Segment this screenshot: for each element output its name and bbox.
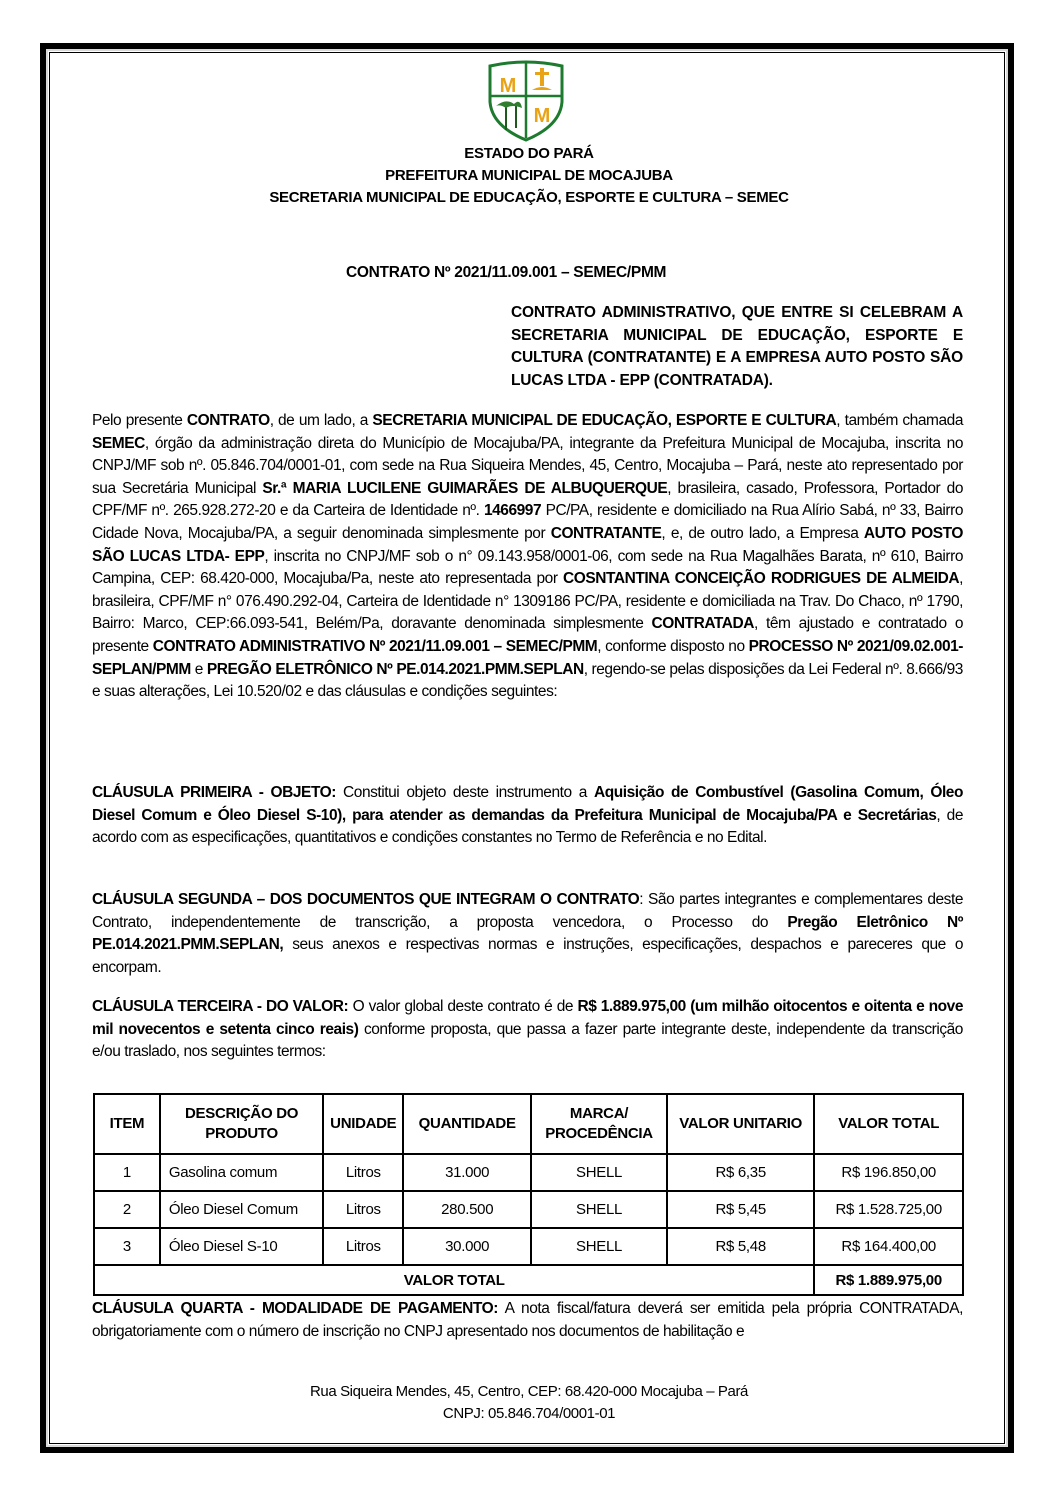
coat-of-arms-icon bbox=[484, 58, 568, 142]
bold-text: CONTRATANTE bbox=[550, 524, 662, 542]
table-cell: Óleo Diesel Comum bbox=[160, 1191, 323, 1228]
text: , de um lado, a bbox=[269, 412, 373, 429]
column-header: ITEM bbox=[94, 1094, 160, 1154]
text: , de acordo com as especificações, quantitativos e condições constantes no Termo de Referência e no Edital. bbox=[92, 806, 963, 847]
text: , regendo-se pelas disposições da Lei Federal nº. 8.666/93 e suas alterações, Lei 10.520/02 e das cláusulas e condições seguintes: bbox=[92, 660, 963, 701]
bold-text: Aquisição de Combustível (Gasolina Comum, Óleo Diesel Comum e Óleo Diesel S-10), para atender as demandas da Prefeitura Municipal de Mocajuba/PA e Secretárias bbox=[92, 784, 963, 824]
bold-text: PREGÃO ELETRÔNICO Nº PE.014.2021.PMM.SEPLAN bbox=[206, 660, 584, 678]
total-value: R$ 1.889.975,00 bbox=[814, 1265, 963, 1295]
text: e bbox=[190, 660, 207, 678]
bold-text: Pregão Eletrônico Nº PE.014.2021.PMM.SEPLAN, bbox=[92, 913, 963, 954]
table-cell: Litros bbox=[323, 1228, 403, 1265]
table-cell: 3 bbox=[94, 1228, 160, 1265]
text: , e, de outro lado, a Empresa bbox=[661, 524, 864, 542]
bold-text: SECRETARIA MUNICIPAL DE EDUCAÇÃO, ESPORTE E CULTURA bbox=[372, 412, 837, 429]
table-cell: 1 bbox=[94, 1154, 160, 1191]
text: , órgão da administração direta do Município de Mocajuba/PA, integrante da Prefeitura Municipal de Mocajuba, inscrita no CNPJ/MF sob nº. 05.846.704/0001-01, com sede na Rua Siqueira Mendes, 45, Centro, Mocajuba – Pará, neste ato representado por sua Secretária Municipal bbox=[92, 434, 963, 497]
contract-title: CONTRATO Nº 2021/11.09.001 – SEMEC/PMM bbox=[346, 264, 667, 281]
text: conforme proposta, que passa a fazer parte integrante deste, independente da transcrição e/ou traslado, nos seguintes termos: bbox=[92, 1020, 963, 1061]
table-cell: R$ 5,45 bbox=[667, 1191, 814, 1228]
bold-text: COSNTANTINA CONCEIÇÃO RODRIGUES DE ALMEIDA bbox=[563, 570, 960, 588]
table-cell: R$ 1.528.725,00 bbox=[814, 1191, 963, 1228]
table-row bbox=[94, 1228, 963, 1265]
clause-heading: CLÁUSULA TERCEIRA - DO VALOR: bbox=[92, 998, 349, 1015]
city-hall-name: PREFEITURA MUNICIPAL DE MOCAJUBA bbox=[385, 167, 673, 184]
text: , inscrita no CNPJ/MF sob o n° 09.143.958/0001-06, com sede na Rua Magalhães Barata, nº 610, Bairro Campina, CEP: 68.420-000, Mocajuba/Pa, neste ato representada por bbox=[92, 547, 963, 588]
clause-fourth-payment bbox=[92, 1298, 963, 1343]
table-cell: SHELL bbox=[531, 1154, 667, 1191]
table-cell: Óleo Diesel S-10 bbox=[160, 1228, 323, 1265]
bold-text: 1466997 bbox=[483, 502, 542, 520]
table-cell: 31.000 bbox=[403, 1154, 531, 1191]
column-header: QUANTIDADE bbox=[403, 1094, 531, 1154]
table-cell: R$ 196.850,00 bbox=[814, 1154, 963, 1191]
column-header: VALOR TOTAL bbox=[814, 1094, 963, 1154]
document-header bbox=[0, 143, 1058, 209]
bold-text: Sr.ª MARIA LUCILENE GUIMARÃES DE ALBUQUERQUE bbox=[262, 479, 668, 497]
text: O valor global deste contrato é de bbox=[348, 998, 578, 1015]
bold-text: R$ 1.889.975,00 (um milhão oitocentos e oitenta e nove mil novecentos e setenta cinco reais) bbox=[92, 998, 964, 1038]
text: A nota fiscal/fatura deverá ser emitida pela própria CONTRATADA, obrigatoriamente com o número de inscrição no CNPJ apresentado nos documentos de habilitação e bbox=[92, 1300, 963, 1340]
clause-first-object bbox=[92, 782, 963, 850]
text: PC/PA, residente e domiciliado na Rua Alírio Sabá, nº 33, Bairro Cidade Nova, Mocajuba/PA, a seguir denominada simplesmente por bbox=[92, 502, 964, 542]
page-footer bbox=[0, 1381, 1058, 1425]
clause-third-value bbox=[92, 996, 963, 1064]
text: , conforme disposto no bbox=[597, 637, 749, 655]
bold-text: CONTRATADA bbox=[651, 615, 755, 633]
clause-heading: CLÁUSULA PRIMEIRA - OBJETO: bbox=[92, 784, 336, 801]
column-header: MARCA/ PROCEDÊNCIA bbox=[531, 1094, 667, 1154]
table-cell: Gasolina comum bbox=[160, 1154, 323, 1191]
bold-text: PROCESSO Nº 2021/09.02.001-SEPLAN/PMM bbox=[92, 637, 964, 678]
column-header: VALOR UNITARIO bbox=[667, 1094, 814, 1154]
table-cell: SHELL bbox=[531, 1191, 667, 1228]
text: , brasileira, casado, Professora, Portador do CPF/MF nº. 265.928.272-20 e da Carteira de Identidade nº. bbox=[92, 479, 964, 520]
text: , também chamada bbox=[836, 412, 963, 429]
table-cell: R$ 5,48 bbox=[667, 1228, 814, 1265]
state-name: ESTADO DO PARÁ bbox=[464, 145, 594, 162]
text: , brasileira, CPF/MF n° 076.490.292-04, Carteira de Identidade n° 1309186 PC/PA, residente e domiciliada na Trav. Do Chaco, nº 1790, Bairro: Marco, CEP:66.093-541, Belém/Pa, doravante denominada simplesmente bbox=[92, 570, 963, 633]
text: Pelo presente bbox=[92, 412, 187, 429]
text: , têm ajustado e contratado o presente bbox=[92, 615, 963, 655]
text: Constitui objeto deste instrumento a bbox=[336, 784, 594, 801]
items-table bbox=[93, 1093, 964, 1296]
bold-text: SEMEC bbox=[92, 434, 145, 452]
table-cell: Litros bbox=[323, 1154, 403, 1191]
intro-paragraph bbox=[92, 410, 963, 704]
column-header: UNIDADE bbox=[323, 1094, 403, 1154]
table-cell: 2 bbox=[94, 1191, 160, 1228]
svg-text:M: M bbox=[533, 105, 551, 127]
table-total-row bbox=[94, 1265, 963, 1295]
table-row bbox=[94, 1191, 963, 1228]
svg-text:M: M bbox=[499, 75, 517, 97]
total-label: VALOR TOTAL bbox=[94, 1265, 814, 1295]
table-cell: R$ 164.400,00 bbox=[814, 1228, 963, 1265]
table-cell: R$ 6,35 bbox=[667, 1154, 814, 1191]
table-row bbox=[94, 1154, 963, 1191]
clause-second-documents bbox=[92, 889, 963, 979]
bold-text: CONTRATO ADMINISTRATIVO Nº 2021/11.09.001 – SEMEC/PMM bbox=[152, 637, 598, 655]
footer-cnpj: CNPJ: 05.846.704/0001-01 bbox=[442, 1405, 616, 1422]
contract-summary: CONTRATO ADMINISTRATIVO, QUE ENTRE SI CELEBRAM A SECRETARIA MUNICIPAL DE EDUCAÇÃO, ESPORTE E CULTURA (CONTRATANTE) E A EMPRESA AUTO POSTO SÃO LUCAS LTDA - EPP (CONTRATADA). bbox=[511, 304, 963, 389]
bold-text: AUTO POSTO SÃO LUCAS LTDA- EPP bbox=[92, 524, 964, 565]
table-cell: SHELL bbox=[531, 1228, 667, 1265]
table-cell: 280.500 bbox=[403, 1191, 531, 1228]
column-header: DESCRIÇÃO DO PRODUTO bbox=[160, 1094, 323, 1154]
table-cell: 30.000 bbox=[403, 1228, 531, 1265]
text: : São partes integrantes e complementares deste Contrato, independentemente de transcrição, a proposta vencedora, o Processo do bbox=[92, 891, 963, 931]
footer-address: Rua Siqueira Mendes, 45, Centro, CEP: 68.420-000 Mocajuba – Pará bbox=[309, 1383, 748, 1400]
table-cell: Litros bbox=[323, 1191, 403, 1228]
bold-text: CONTRATO bbox=[186, 412, 270, 429]
table-header-row bbox=[94, 1094, 963, 1154]
clause-heading: CLÁUSULA QUARTA - MODALIDADE DE PAGAMENTO: bbox=[92, 1300, 498, 1317]
text: seus anexos e respectivas normas e instruções, especificações, despachos e pareceres que o encorpam. bbox=[92, 936, 963, 976]
secretariat-name: SECRETARIA MUNICIPAL DE EDUCAÇÃO, ESPORTE E CULTURA – SEMEC bbox=[269, 189, 789, 206]
clause-heading: CLÁUSULA SEGUNDA – DOS DOCUMENTOS QUE INTEGRAM O CONTRATO bbox=[92, 891, 640, 908]
